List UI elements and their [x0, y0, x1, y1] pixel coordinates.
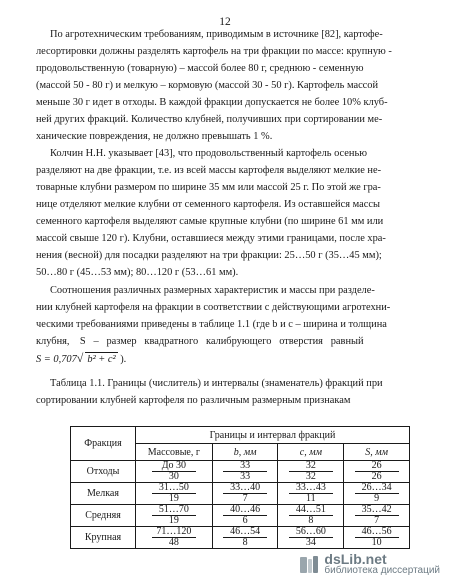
text-line: клубня, S – размер квадратного калибрующего отверстия равный [36, 336, 364, 347]
fraction-cell: $\frac{32}{32}$ [289, 461, 333, 482]
text-line: Колчин Н.Н. указывает [43], что продовольственный картофель осенью [50, 148, 367, 159]
table-row [71, 483, 410, 505]
fraction-cell: $\frac{33\dots 40}{7}$ [223, 483, 267, 504]
table-caption [36, 375, 406, 409]
text-line: товарные клубни размером по ширине 35 мм или массой 25 г. По этой же гра- [36, 182, 381, 193]
text-line: лесортировки должны разделять картофель на три фракции по массе: крупную - [36, 46, 392, 57]
fraction-cell: $\frac{46\dots 56}{10}$ [355, 527, 399, 548]
header-hole-size: S, мм [344, 444, 410, 461]
calibration-formula [36, 350, 126, 368]
row-label: Отходы [71, 461, 136, 483]
formula-tail: ). [117, 354, 127, 365]
dslib-logo-icon [298, 554, 320, 576]
header-mass: Массовые, г [136, 444, 213, 461]
text-line: ней других фракций. Количество клубней, получивших при сортировании ме- [36, 114, 383, 125]
text-line: меньше 30 г идет в отходы. В каждой фракции допускается не более 10% клуб- [36, 97, 388, 108]
header-width: b, мм [212, 444, 278, 461]
text-line: нения (весной) для посадки разделяют на три фракции: 25…50 г (35…45 мм); [36, 250, 382, 261]
text-line: продовольственную (товарную) – массой более 80 г, среднюю - семенную [36, 63, 364, 74]
formula-lhs: S = 0,707 [36, 354, 77, 365]
table-row [71, 461, 410, 483]
fraction-cell: $\frac{51\dots 70}{19}$ [152, 505, 196, 526]
page-number: 12 [219, 16, 231, 28]
header-fraction: Фракция [71, 427, 136, 461]
text-line: По агротехническим требованиям, приводимым в источнике [82], картофе- [50, 29, 383, 40]
fraction-cell: $\frac{До 30}{30}$ [152, 461, 196, 482]
watermark-subtitle: библиотека диссертаций [324, 565, 440, 576]
fraction-cell: $\frac{33\dots 43}{11}$ [289, 483, 333, 504]
fraction-cell: $\frac{56\dots 60}{34}$ [289, 527, 333, 548]
fraction-cell: $\frac{46\dots 54}{8}$ [223, 527, 267, 548]
text-line: ческими требованиями приведены в таблице 1.1 (где b и c – ширина и толщина [36, 319, 387, 330]
header-thickness: c, мм [278, 444, 344, 461]
watermark-site: dsLib.net [324, 551, 387, 567]
text-line: Таблица 1.1. Границы (числитель) и интервалы (знаменатель) фракций при [50, 378, 383, 389]
row-label: Средняя [71, 505, 136, 527]
fraction-cell: $\frac{44\dots 51}{8}$ [289, 505, 333, 526]
table-row [71, 527, 410, 549]
paragraph-agrotech-requirements [36, 26, 406, 145]
fraction-cell: $\frac{31\dots 50}{19}$ [152, 483, 196, 504]
fraction-cell: $\frac{26\dots 34}{9}$ [355, 483, 399, 504]
fraction-cell: $\frac{33}{33}$ [223, 461, 267, 482]
text-line: семенного картофеля выделяют самые крупные клубни (по ширине 61 мм или [36, 216, 384, 227]
fraction-cell: $\frac{35\dots 42}{7}$ [355, 505, 399, 526]
text-line: Соотношения различных размерных характеристик и массы при разделе- [50, 285, 375, 296]
formula-radicand: b² + c² [87, 354, 116, 365]
table-row [71, 505, 410, 527]
fractions-table [70, 426, 410, 549]
fraction-cell: $\frac{40\dots 46}{6}$ [223, 505, 267, 526]
sqrt-icon: √ [76, 351, 84, 365]
row-label: Мелкая [71, 483, 136, 505]
header-group: Границы и интервал фракций [136, 427, 410, 444]
paragraph-ratios [36, 282, 406, 350]
fraction-cell: $\frac{71\dots 120}{48}$ [152, 527, 196, 548]
paragraph-kolchin [36, 145, 406, 281]
text-line: ханические повреждения, не должно превышать 1 %. [36, 131, 273, 142]
text-line: (массой 50 - 80 г) и мелкую – кормовую (массой 30 - 50 г). Картофель массой [36, 80, 379, 91]
fraction-cell: $\frac{26}{26}$ [355, 461, 399, 482]
text-line: разделяют на две фракции, т.е. из всей массы картофеля выделяют мелкие не- [36, 165, 382, 176]
text-line: сортировании клубней картофеля по различным размерным признакам [36, 395, 351, 406]
text-line: нице отделяют мелкие клубни от семенного картофеля. Из оставшейся массы [36, 199, 380, 210]
text-line: 50…80 г (45…53 мм); 80…120 г (53…61 мм). [36, 267, 239, 278]
row-label: Крупная [71, 527, 136, 549]
text-line: массой свыше 120 г). Клубни, оставшиеся между этими границами, после хра- [36, 233, 386, 244]
watermark [298, 553, 440, 577]
text-line: нии клубней картофеля на фракции в соответствии с действующими агротехни- [36, 302, 391, 313]
